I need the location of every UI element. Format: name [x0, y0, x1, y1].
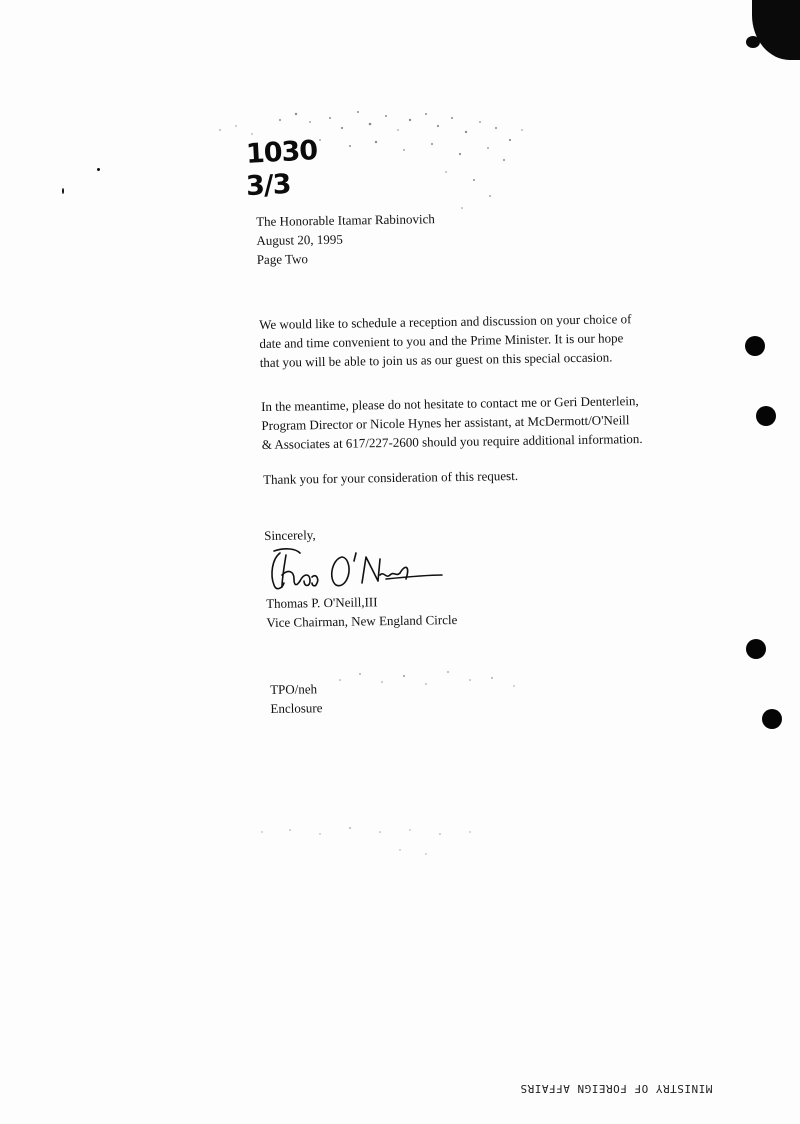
salutation: Sincerely,: [264, 527, 316, 543]
speck: [97, 168, 100, 171]
paragraph-line: date and time convenient to you and the Prime Minister. It is our hope: [259, 330, 624, 351]
speck: [62, 188, 64, 194]
handwritten-signature: [266, 545, 446, 593]
letter-header: [256, 209, 436, 269]
binder-hole: [756, 406, 776, 426]
paragraph-line: Program Director or Nicole Hynes her assistant, at McDermott/O'Neill: [261, 412, 630, 433]
reference-initials: TPO/neh: [270, 681, 318, 697]
signer-name: Thomas P. O'Neill,III: [266, 594, 378, 611]
corner-blot: [752, 0, 800, 60]
photocopy-noise-mid: [330, 660, 530, 700]
handwritten-page-count: 3/3: [245, 168, 292, 203]
photocopy-noise-lower: [250, 820, 530, 860]
paragraph-line: & Associates at 617/227-2600 should you require additional information.: [261, 431, 643, 452]
binder-hole: [746, 639, 766, 659]
signer-title: Vice Chairman, New England Circle: [266, 611, 458, 630]
binder-hole: [745, 336, 765, 356]
recipient-line: The Honorable Itamar Rabinovich: [256, 211, 435, 229]
enclosure-note: Enclosure: [270, 700, 323, 716]
page-line: Page Two: [256, 251, 309, 267]
paragraph-line: We would like to schedule a reception and discussion on your choice of: [259, 311, 632, 332]
ministry-stamp: MINISTRY OF FOREIGN AFFAIRS: [520, 1082, 713, 1095]
date-line: August 20, 1995: [256, 231, 343, 248]
paragraph-contact: [261, 391, 643, 454]
paragraph-reception: [259, 309, 632, 372]
paragraph-line: In the meantime, please do not hesitate to contact me or Geri Denterlein,: [261, 393, 639, 414]
binder-hole: [762, 709, 782, 729]
paragraph-thanks: Thank you for your consideration of this request.: [263, 467, 519, 487]
reference-block: [270, 679, 323, 718]
signature-block: [266, 591, 457, 632]
handwritten-number: 1030: [245, 135, 318, 170]
paragraph-line: that you will be able to join us as our guest on this special occasion.: [259, 349, 613, 370]
